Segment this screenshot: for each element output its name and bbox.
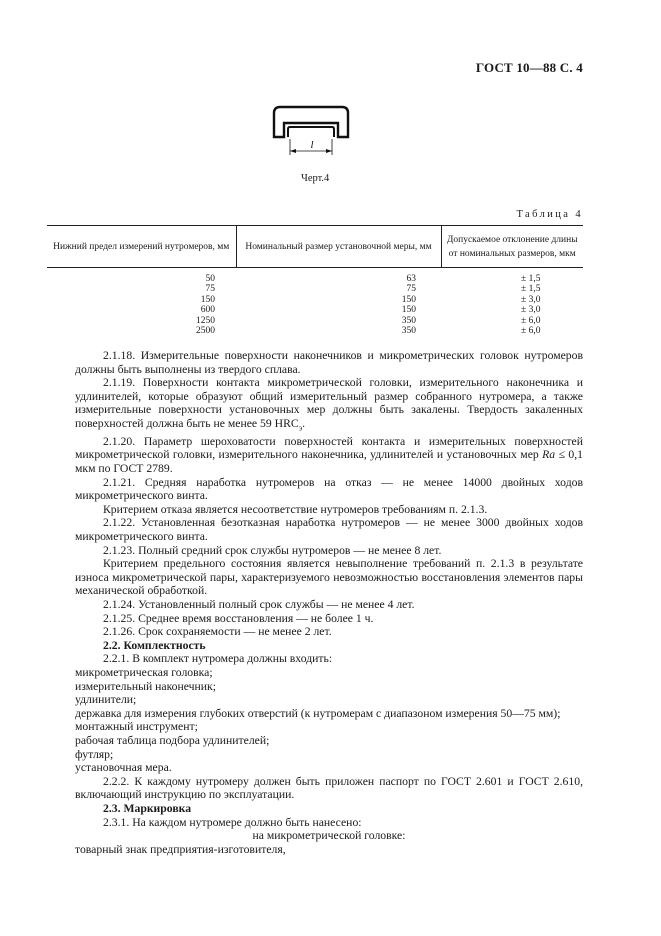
paragraph-2-1-25: 2.1.25. Среднее время восстановления — не более 1 ч. — [103, 611, 374, 625]
paragraph-subheading: на микрометрической головке: — [252, 829, 406, 843]
paragraph-text: 2.1.19. Поверхности контакта микрометрической головки, измерительного наконечника и удлинителей, которые образуют общий измерительный размер собранного нутромера, а также измерительные поверхности установочных мер должны быть закалены. Твердость закаленных поверхностей должна быть не менее 59 HRC — [75, 376, 583, 430]
table-cell: 150 — [401, 305, 416, 316]
paragraph-text: 2.1.20. Параметр шероховатости поверхностей контакта и измерительных поверхностей микрометрической головки, измерительного наконечника, удлинителей и установочных мер — [75, 434, 583, 462]
table-label: Таблица 4 — [516, 209, 583, 220]
drawing-figure-4 — [270, 103, 352, 161]
table-cell: 63 — [406, 273, 416, 284]
column-header: Нижний предел измерений нутромеров, мм — [47, 226, 236, 268]
paragraph-2-1-22: 2.1.22. Установленная безотказная наработка нутромеров — не менее 3000 двойных ходов микрометрического винта. — [75, 516, 583, 544]
list-item: измерительный наконечник; — [75, 679, 216, 693]
table-cell: 2500 — [196, 326, 215, 337]
table-row — [47, 295, 583, 306]
page-header: ГОСТ 10—88 С. 4 — [475, 60, 583, 75]
table-cell: 600 — [200, 305, 215, 316]
paragraph-end: ≤ 0,1 мкм по ГОСТ 2789. — [75, 448, 584, 476]
roughness-symbol: Ra — [542, 448, 556, 462]
figure-caption: Черт.4 — [301, 173, 330, 184]
table-cell: 50 — [205, 273, 215, 284]
paragraph-2-2-1: 2.2.1. В комплект нутромера должны входить: — [103, 652, 333, 666]
table-cell: 350 — [401, 315, 416, 326]
table-row — [47, 326, 583, 337]
paragraph-trademark: товарный знак предприятия-изготовителя, — [75, 842, 286, 856]
table-cell: ± 6,0 — [521, 315, 541, 326]
table-cell: 150 — [200, 294, 215, 305]
list-item: монтажный инструмент; — [75, 720, 198, 734]
list-item: державка для измерения глубоких отверстий (к нутромерам с диапазоном измерения 50—75 мм); — [75, 706, 561, 720]
list-item: удлинители; — [75, 693, 137, 707]
list-item: рабочая таблица подбора удлинителей; — [75, 733, 270, 747]
paragraph-2-1-26: 2.1.26. Срок сохраняемости — не менее 2 лет. — [103, 625, 332, 639]
table-cell: 150 — [401, 294, 416, 305]
table-row — [47, 284, 583, 295]
body-text — [75, 349, 583, 856]
table-cell: 350 — [401, 326, 416, 337]
list-item: установочная мера. — [75, 761, 172, 775]
table-row — [47, 305, 583, 316]
table-cell: ± 3,0 — [521, 305, 541, 316]
paragraph-criterion-failure: Критерием отказа является несоответствие нутромеров требованиям п. 2.1.3. — [103, 502, 488, 516]
subscript: э — [298, 423, 303, 433]
table-cell: ± 1,5 — [521, 273, 541, 284]
table-cell: ± 6,0 — [521, 326, 541, 337]
list-item: футляр; — [75, 747, 114, 761]
paragraph-2-2-2: 2.2.2. К каждому нутромеру должен быть приложен паспорт по ГОСТ 2.601 и ГОСТ 2.610, включающий инструкцию по эксплуатации. — [75, 774, 583, 802]
table-cell: 75 — [406, 284, 416, 295]
paragraph-2-1-19 — [75, 376, 583, 435]
paragraph-2-1-24: 2.1.24. Установленный полный срок службы — не менее 4 лет. — [103, 598, 415, 612]
table-cell: 1250 — [196, 315, 215, 326]
column-header: Допускаемое отклонение длины от номинальных размеров, мкм — [441, 226, 583, 268]
section-heading-2-2: 2.2. Комплектность — [103, 638, 206, 652]
table-cell: ± 3,0 — [521, 294, 541, 305]
paragraph-criterion-limit: Критерием предельного состояния является невыполнение требований п. 2.1.3 в результате износа микрометрической пары, характеризуемого невозможностью восстановления элементов пары механической обработкой. — [75, 557, 583, 598]
table-cell: ± 1,5 — [521, 284, 541, 295]
profile-outline — [274, 107, 348, 137]
profile-cavity — [288, 127, 334, 137]
paragraph-end: . — [302, 416, 306, 430]
list-item: микрометрическая головка; — [75, 665, 213, 679]
dimension-label: l — [310, 140, 314, 151]
table-row — [47, 316, 583, 327]
table-row — [47, 267, 583, 284]
paragraph-2-1-21: 2.1.21. Средняя наработка нутромеров на отказ — не менее 14000 двойных ходов микрометрического винта. — [75, 475, 583, 503]
paragraph-2-1-20 — [75, 435, 583, 476]
tolerance-table — [47, 225, 583, 337]
section-heading-2-3: 2.3. Маркировка — [103, 801, 192, 815]
column-header: Номинальный размер установочной меры, мм — [236, 226, 441, 268]
paragraph-2-1-23: 2.1.23. Полный средний срок службы нутромеров — не менее 8 лет. — [103, 543, 442, 557]
table-cell: 75 — [205, 284, 215, 295]
paragraph-2-3-1: 2.3.1. На каждом нутромере должно быть нанесено: — [103, 815, 362, 829]
paragraph-2-1-18: 2.1.18. Измерительные поверхности наконечников и микрометрических головок нутромеров должны быть выполнены из твердого сплава. — [75, 349, 583, 376]
